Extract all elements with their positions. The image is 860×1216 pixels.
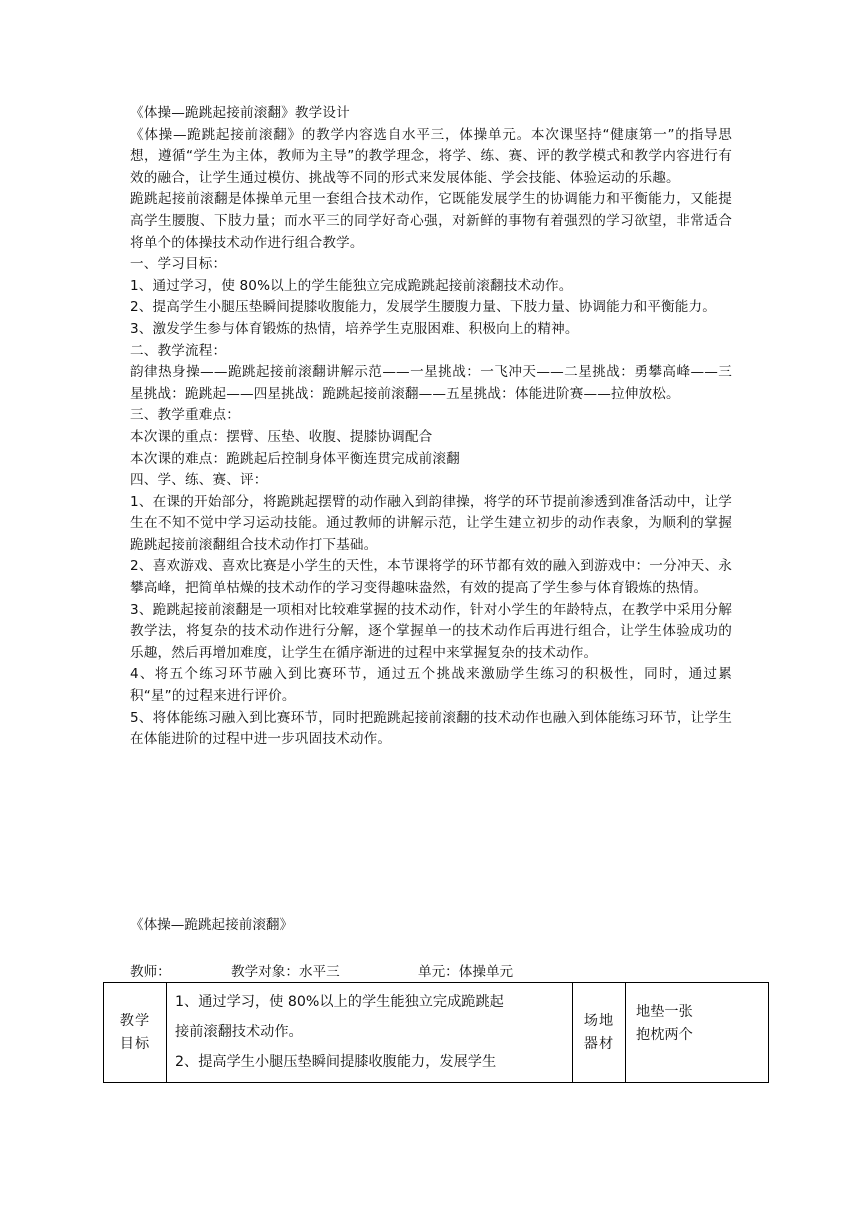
section-heading: 三、教学重难点： xyxy=(130,407,240,424)
teacher-label: 教师： xyxy=(130,964,171,980)
method-item: 4、将五个练习环节融入到比赛环节，通过五个挑战来激励学生练习的积极性，同时，通过累积“星”的过程来进行评价。 xyxy=(130,666,732,705)
difficult-point: 本次课的难点：跪跳起后控制身体平衡连贯完成前滚翻 xyxy=(130,450,460,467)
section-heading: 一、学习目标： xyxy=(130,256,227,273)
method-item: 3、跪跳起接前滚翻是一项相对比较难掌握的技术动作，针对小学生的年龄特点，在教学中采用分解教学法，将复杂的技术动作进行分解，逐个掌握单一的技术动作后再进行组合，让学生体验成功的乐趣，然后再增加难度，让学生在循序渐进的过程中来掌握复杂的技术动作。 xyxy=(130,601,732,661)
method-item: 1、在课的开始部分，将跪跳起摆臂的动作融入到韵律操，将学的环节提前渗透到准备活动中，让学生在不知不觉中学习运动技能。通过教师的讲解示范，让学生建立初步的动作表象，为顺利的掌握跪跳起接前滚翻组合技术动作打下基础。 xyxy=(130,493,732,553)
venue-label: 器材 xyxy=(583,1035,615,1052)
goal-item: 1、通过学习，使 80%以上的学生能独立完成跪跳起接前滚翻技术动作。 xyxy=(130,277,573,294)
goals-label: 教学 xyxy=(119,1012,151,1029)
goal-item: 2、提高学生小腿压垫瞬间提膝收腹能力，发展学生腰腹力量、下肢力量、协调能力和平衡能力。 xyxy=(130,299,717,316)
lesson-plan-table xyxy=(103,982,769,1083)
equipment-cell xyxy=(626,983,769,1083)
equipment-item: 抱枕两个 xyxy=(636,1027,693,1043)
goals-label: 目标 xyxy=(119,1035,151,1052)
goal-item: 3、激发学生参与体育锻炼的热情，培养学生克服困难、积极向上的精神。 xyxy=(130,320,579,337)
intro-paragraph: 《体操—跪跳起接前滚翻》的教学内容选自水平三，体操单元。本次课坚持“健康第一”的指导思想，遵循“学生为主体，教师为主导”的教学理念，将学、练、赛、评的教学模式和教学内容进行有效的融合，让学生通过模仿、挑战等不同的形式来发展体能、学会技能、体验运动的乐趣。 xyxy=(130,126,732,186)
method-item: 2、喜欢游戏、喜欢比赛是小学生的天性，本节课将学的环节都有效的融入到游戏中：一分冲天、永攀高峰，把简单枯燥的技术动作的学习变得趣味盎然，有效的提高了学生参与体育锻炼的热情。 xyxy=(130,558,732,597)
goal-line: 接前滚翻技术动作。 xyxy=(175,1024,303,1040)
goals-label-cell xyxy=(104,983,167,1083)
unit-label: 单元：体操单元 xyxy=(418,964,514,980)
equipment-item: 地垫一张 xyxy=(636,1004,693,1020)
goal-line: 2、提高学生小腿压垫瞬间提膝收腹能力，发展学生 xyxy=(175,1054,497,1070)
audience-label: 教学对象：水平三 xyxy=(231,964,340,980)
intro-paragraph: 跪跳起接前滚翻是体操单元里一套组合技术动作，它既能发展学生的协调能力和平衡能力，又能提高学生腰腹、下肢力量；而水平三的同学好奇心强，对新鲜的事物有着强烈的学习欲望，非常适合将单个的体操技术动作进行组合教学。 xyxy=(130,191,732,251)
lesson-plan-title: 《体操—跪跳起接前滚翻》 xyxy=(130,917,294,933)
key-point: 本次课的重点：摆臂、压垫、收腹、提膝协调配合 xyxy=(130,428,433,445)
lesson-design-text xyxy=(130,103,732,751)
section-heading: 四、学、练、赛、评： xyxy=(130,472,268,489)
process-paragraph: 韵律热身操——跪跳起接前滚翻讲解示范——一星挑战：一飞冲天——二星挑战：勇攀高峰——三星挑战：跪跳起——四星挑战：跪跳起接前滚翻——五星挑战：体能进阶赛——拉伸放松。 xyxy=(130,364,732,402)
goal-line: 1、通过学习，使 80%以上的学生能独立完成跪跳起 xyxy=(175,994,504,1010)
venue-label: 场地 xyxy=(583,1012,615,1029)
document-title: 《体操—跪跳起接前滚翻》教学设计 xyxy=(130,105,350,121)
venue-label-cell xyxy=(573,983,626,1083)
method-item: 5、将体能练习融入到比赛环节，同时把跪跳起接前滚翻的技术动作也融入到体能练习环节，让学生在体能进阶的过程中进一步巩固技术动作。 xyxy=(130,709,732,748)
goals-content-cell xyxy=(167,983,573,1083)
table-row xyxy=(104,983,769,1083)
section-heading: 二、教学流程： xyxy=(130,342,227,359)
